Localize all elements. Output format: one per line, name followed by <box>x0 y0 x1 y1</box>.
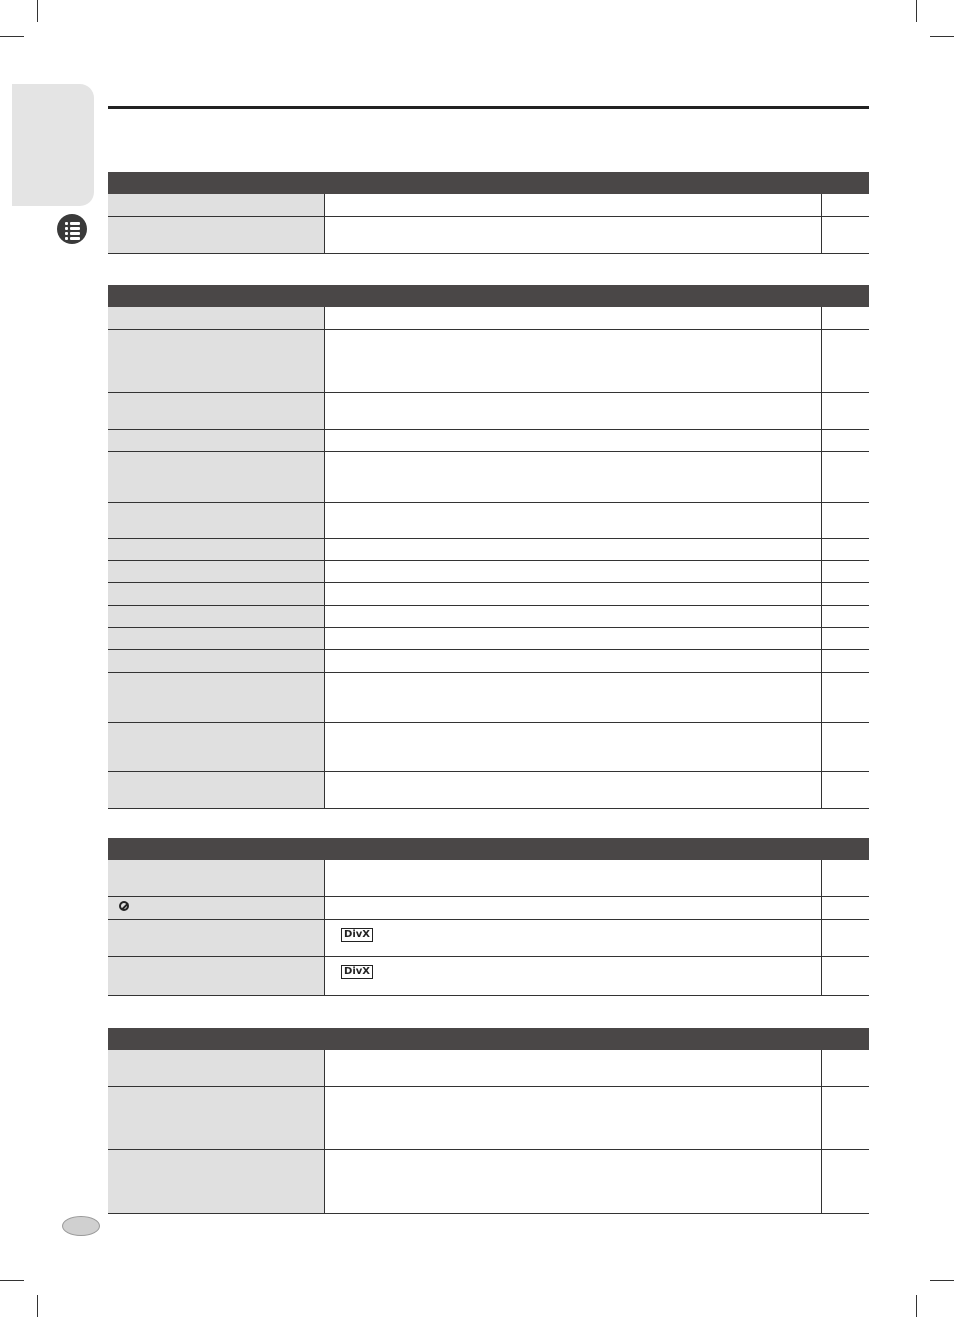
table-row <box>108 860 869 897</box>
crop-mark <box>37 0 38 22</box>
table-row <box>108 194 869 217</box>
table-row <box>108 307 869 330</box>
table-row <box>108 1150 869 1214</box>
table-section-4 <box>108 1028 869 1214</box>
table-row <box>108 503 869 539</box>
table-row <box>108 920 869 957</box>
crop-mark <box>930 1280 954 1281</box>
crop-mark <box>0 36 24 37</box>
table-row <box>108 217 869 254</box>
crop-mark <box>0 1280 24 1281</box>
side-tab <box>12 84 94 206</box>
divx-mark: DivX <box>341 928 373 942</box>
divx-mark: DivX <box>341 965 373 979</box>
table-row <box>108 561 869 583</box>
section-header <box>108 172 869 194</box>
crop-mark <box>916 0 917 22</box>
table-row <box>108 393 869 430</box>
table-row <box>108 452 869 503</box>
table-row <box>108 897 869 920</box>
menu-list-icon <box>57 214 87 244</box>
crop-mark <box>930 36 954 37</box>
section-header <box>108 838 869 860</box>
table-section-3 <box>108 838 869 996</box>
table-row <box>108 650 869 673</box>
table-row <box>108 628 869 650</box>
section-header <box>108 285 869 307</box>
section-header <box>108 1028 869 1050</box>
table-row <box>108 330 869 393</box>
table-row <box>108 583 869 606</box>
crop-mark <box>37 1295 38 1317</box>
prohibited-icon <box>119 901 129 911</box>
table-row <box>108 430 869 452</box>
table-row <box>108 673 869 723</box>
table-row <box>108 606 869 628</box>
table-row <box>108 957 869 996</box>
table-section-1 <box>108 172 869 254</box>
crop-mark <box>916 1295 917 1317</box>
title-rule <box>108 106 869 109</box>
table-row <box>108 723 869 772</box>
table-row <box>108 1087 869 1150</box>
table-row <box>108 539 869 561</box>
table-row <box>108 1050 869 1087</box>
page-oval <box>62 1216 100 1236</box>
table-row <box>108 772 869 809</box>
table-section-2 <box>108 285 869 809</box>
